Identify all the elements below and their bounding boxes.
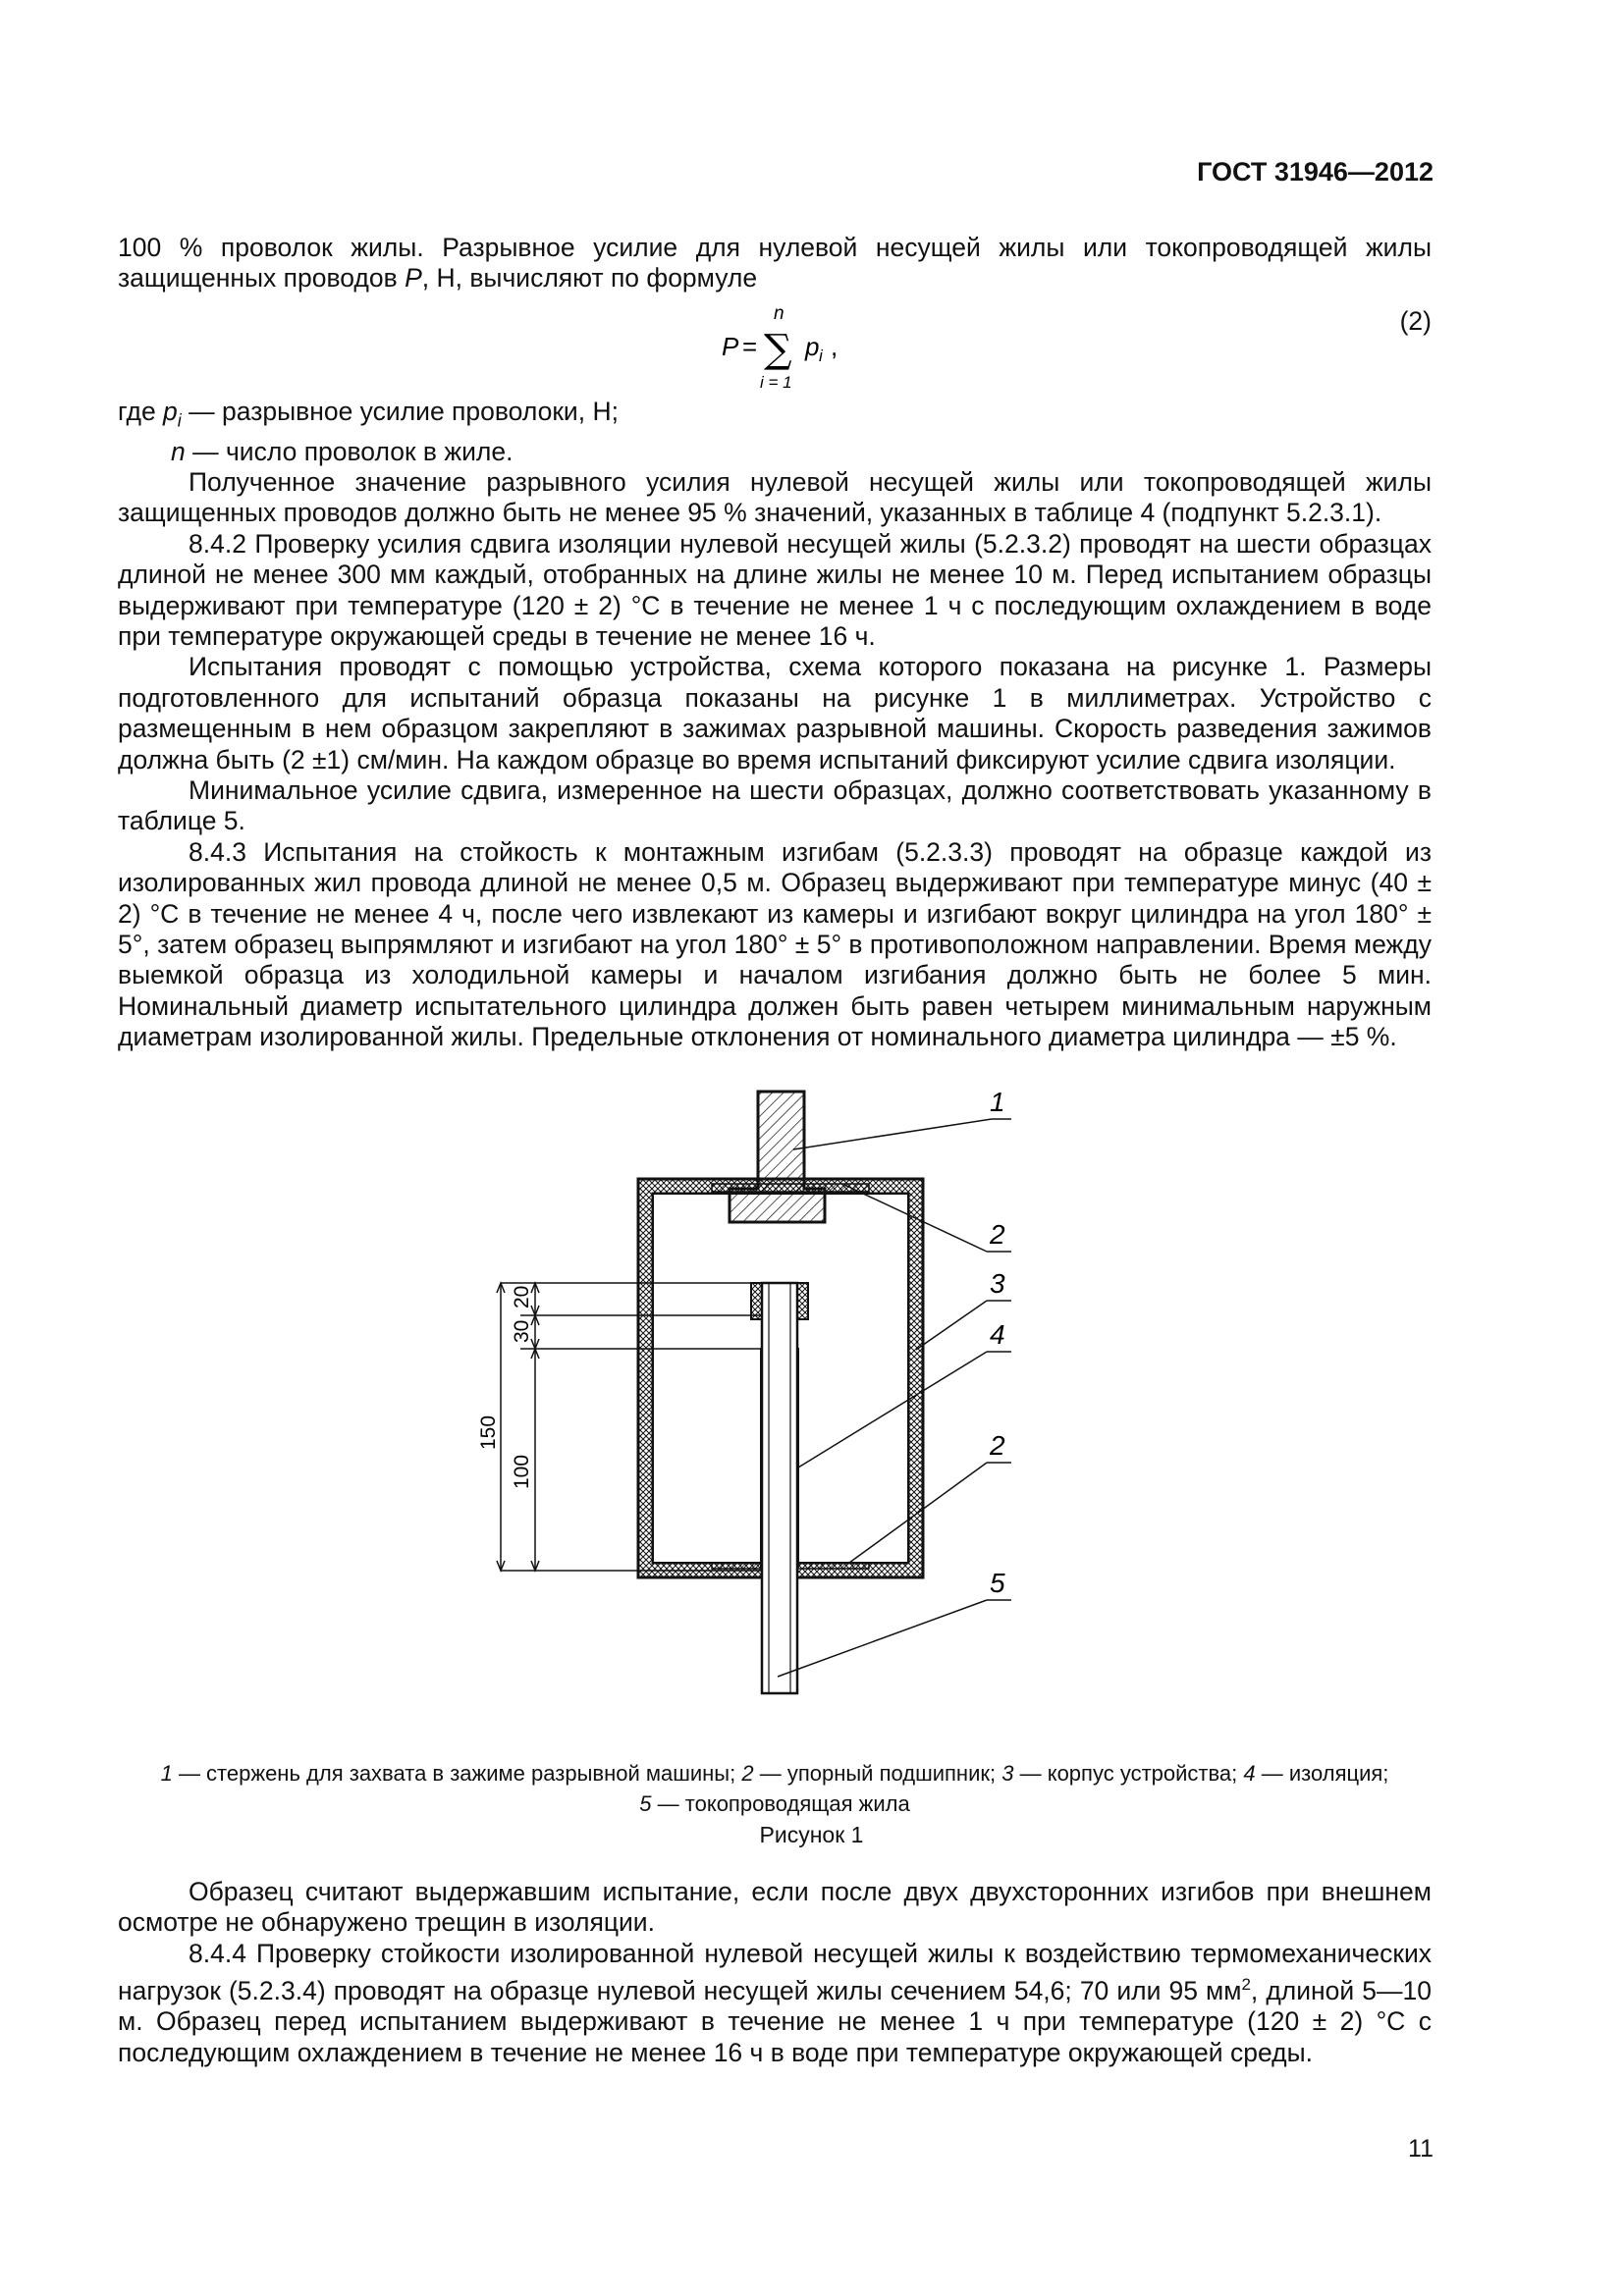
label-5: 5 (990, 1568, 1005, 1598)
formula-number: (2) (1399, 305, 1432, 336)
label-3: 3 (990, 1268, 1005, 1299)
label-2-top: 2 (990, 1219, 1005, 1250)
paragraph-pass-criteria: Образец считают выдержавшим испытание, если после двух двухсторонних изгибов при внешнем осмотре не обнаружено трещин в изоляции. (118, 1877, 1432, 1938)
paragraph-device: Испытания проводят с помощью устройства, схема которого показана на рисунке 1. Размеры подготовленного для испытаний образца показаны на рисунке 1 в миллиметрах. Устройство с размещенным в нем образцом закрепляют в зажимах разрывной машины. Скорость разведения зажимов должна быть (2 ±1) см/мин. На каждом образце во время испытаний фиксируют усилие сдвига изоляции. (118, 652, 1432, 774)
label-2-bottom: 2 (990, 1430, 1005, 1461)
formula (717, 294, 913, 397)
paragraph-continuation: 100 % проволок жилы. Разрывное усилие для нулевой несущей жилы или токопроводящей жилы защищенных проводов P, Н, вычисляют по формуле (118, 233, 1432, 294)
formula-term: p (805, 331, 820, 361)
dim-150: 150 (477, 1415, 500, 1450)
definition-pi: где $p_i$ — разрывное усилие проволоки, Н; (118, 396, 619, 431)
label-1: 1 (990, 1087, 1005, 1117)
paragraph-8-4-2: 8.4.2 Проверку усилия сдвига изоляции нулевой несущей жилы (5.2.3.2) проводят на шести образцах длиной не менее 300 мм каждый, отобранных на длине жилы не менее 10 м. Перед испытанием образцы выдерживают при температуре (120 ± 2) °С в течение не менее 1 ч с последующим охлаждением в воде при температуре окружающей среды в течение не менее 16 ч. (118, 528, 1432, 651)
grip-rod (730, 1092, 825, 1222)
document-header: ГОСТ 31946—2012 (1197, 157, 1434, 187)
formula-comma: , (831, 331, 839, 361)
dim-30: 30 (511, 1319, 533, 1343)
figure-caption (118, 1758, 1432, 1819)
paragraph-8-4-4: 8.4.4 Проверку стойкости изолированной нулевой несущей жилы к воздействию термомеханических нагрузок (5.2.3.4) проводят на образце нулевой несущей жилы сечением 54,6; 70 или 95 $мм^2$, длиной 5—10 м. Образец перед испытанием выдерживают в течение не менее 1 ч при температуре (120 ± 2) °С с последующим охлаждением в течение не менее 16 ч в воде при температуре окружающей среды. (118, 1938, 1432, 2067)
dim-20: 20 (511, 1285, 533, 1308)
paragraph-min-force: Минимальное усилие сдвига, измеренное на шести образцах, должно соответствовать указанному в таблице 5. (118, 774, 1432, 836)
label-4: 4 (990, 1319, 1005, 1350)
caption-line-1: 1 — стержень для захвата в зажиме разрывной машины; 2 — упорный подшипник; 3 — корпус устройства; 4 — изоляция; (160, 1761, 1389, 1786)
dim-100: 100 (511, 1454, 533, 1489)
definition-n: n — число проволок в жиле. (171, 436, 514, 466)
formula-eq: = (742, 331, 758, 361)
figure-title: Рисунок 1 (759, 1822, 864, 1847)
formula-lhs: P (722, 331, 739, 361)
page-number: 11 (1408, 2135, 1434, 2163)
formula-sum-bottom: i = 1 (760, 372, 792, 392)
paragraph-8-4-3: 8.4.3 Испытания на стойкость к монтажным изгибам (5.2.3.3) проводят на образце каждой из изолированных жил провода длиной не менее 0,5 м. Образец выдерживают при температуре минус (40 ± 2) °С в течение не менее 4 ч, после чего извлекают из камеры и изгибают вокруг цилиндра на угол 180° ± 5°, затем образец выпрямляют и изгибают на угол 180° ± 5° в противоположном направлении. Время между выемкой образца из холодильной камеры и началом изгибания должно быть не более 5 мин. Номинальный диаметр испытательного цилиндра должен быть равен четырем минимальным наружным диаметрам изолированной жилы. Предельные отклонения от номинального диаметра цилиндра — ±5 %. (118, 836, 1432, 1052)
paragraph-result: Полученное значение разрывного усилия нулевой несущей жилы или токопроводящей жилы защищенных проводов должно быть не менее 95 % значений, указанных в таблице 4 (подпункт 5.2.3.1). (118, 466, 1432, 528)
conductor (762, 1283, 797, 1693)
body-text-bottom (118, 1877, 1432, 2068)
formula-term-sub: i (819, 346, 823, 365)
figure-1-device-diagram (477, 1065, 1060, 1752)
formula-block (118, 294, 1432, 397)
formula-sum-sign: ∑ (764, 326, 792, 372)
body-text-top (118, 233, 1432, 1053)
caption-line-2: 5 — токопроводящая жила (639, 1791, 910, 1816)
formula-sum-top: n (774, 302, 784, 324)
